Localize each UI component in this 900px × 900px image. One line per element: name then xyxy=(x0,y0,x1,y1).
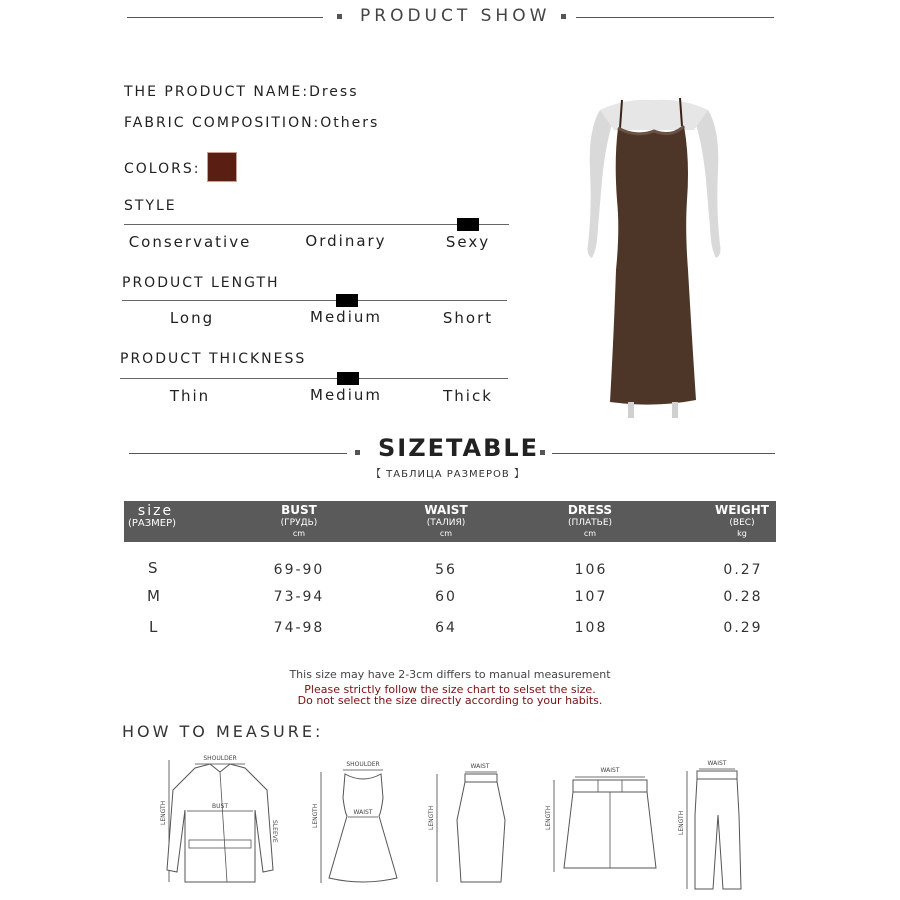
pants-length-label: LENGTH xyxy=(678,810,685,835)
jacket-sleeve-label: SLEEVE xyxy=(271,820,278,843)
col-dress-unit: cm xyxy=(583,529,597,538)
size-cell: S xyxy=(148,559,158,577)
col-size xyxy=(128,501,183,530)
dress-cell: 106 xyxy=(574,562,608,578)
col-bust-ru: (ГРУДЬ) xyxy=(280,518,318,528)
mini-length-label: LENGTH xyxy=(545,805,552,830)
thickness-option-thin: Thin xyxy=(169,387,211,405)
length-scale-marker xyxy=(336,294,358,307)
pants-waist-label: WAIST xyxy=(707,760,727,767)
how-to-measure-title: HOW TO MEASURE: xyxy=(122,722,324,741)
col-weight xyxy=(692,501,792,539)
sizetable-subtitle: 【 ТАБЛИЦА РАЗМЕРОВ 】 xyxy=(371,469,525,480)
style-scale-marker xyxy=(457,218,479,231)
product-photo-dress xyxy=(570,70,740,420)
color-swatch-brown[interactable] xyxy=(207,152,237,182)
weight-cell: 0.28 xyxy=(723,589,763,605)
style-scale-title: STYLE xyxy=(124,198,177,214)
sizetable-header xyxy=(124,501,776,542)
product-name-label: THE PRODUCT NAME: xyxy=(124,84,310,100)
jacket-shoulder-label: SHOULDER xyxy=(203,755,237,762)
col-dress xyxy=(540,501,640,539)
weight-cell: 0.29 xyxy=(723,620,763,636)
sizetable-rule-right xyxy=(552,453,775,454)
dress-shoulder-label: SHOULDER xyxy=(346,761,380,768)
col-bust xyxy=(249,501,349,539)
style-scale-track xyxy=(124,224,509,225)
style-option-conservative: Conservative xyxy=(128,233,252,251)
skirt-waist-label: WAIST xyxy=(470,763,490,770)
measurement-note: This size may have 2-3cm differs to manual measurement xyxy=(289,668,611,681)
fabric-composition xyxy=(124,115,379,131)
col-waist-ru: (ТАЛИЯ) xyxy=(426,518,466,528)
header-rule-left xyxy=(127,17,323,18)
length-option-long: Long xyxy=(169,309,215,327)
colors-label: COLORS: xyxy=(124,161,201,177)
col-weight-label: WEIGHT xyxy=(715,503,769,517)
thickness-scale-title: PRODUCT THICKNESS xyxy=(120,351,307,367)
fabric-label: FABRIC COMPOSITION: xyxy=(124,115,321,131)
measure-diagram-jacket xyxy=(155,750,285,890)
bust-cell: 73-94 xyxy=(273,589,325,605)
dress-cell: 108 xyxy=(574,620,608,636)
waist-cell: 60 xyxy=(435,589,457,605)
measure-diagram-pants xyxy=(675,755,765,895)
jacket-length-label: LENGTH xyxy=(160,800,167,825)
length-scale-track xyxy=(122,300,507,301)
col-weight-ru: (ВЕС) xyxy=(729,518,755,528)
size-cell: L xyxy=(149,618,158,636)
style-option-ordinary: Ordinary xyxy=(305,232,387,250)
header-bullet-right xyxy=(561,14,566,19)
col-size-label: size xyxy=(137,503,174,519)
thickness-scale-track xyxy=(120,378,508,379)
header-bullet-left xyxy=(337,14,342,19)
mini-waist-label: WAIST xyxy=(600,767,620,774)
col-weight-unit: kg xyxy=(737,529,747,538)
measure-diagram-dress xyxy=(305,758,405,890)
sizetable-rule-left xyxy=(129,453,347,454)
length-scale-title: PRODUCT LENGTH xyxy=(122,275,280,291)
col-waist-unit: cm xyxy=(439,529,453,538)
measure-diagram-pencil-skirt xyxy=(425,760,525,888)
header-rule-right xyxy=(576,17,774,18)
thickness-option-medium: Medium xyxy=(310,386,382,404)
thickness-scale-marker xyxy=(337,372,359,385)
dress-cell: 107 xyxy=(574,589,608,605)
col-waist-label: WAIST xyxy=(424,503,468,517)
col-size-ru: (РАЗМЕР) xyxy=(128,518,177,529)
sizetable-title: SIZETABLE xyxy=(378,434,540,462)
fabric-value: Others xyxy=(320,115,380,131)
sizetable-bullet-right xyxy=(540,450,545,455)
waist-cell: 64 xyxy=(435,620,457,636)
bust-cell: 74-98 xyxy=(273,620,325,636)
dress-length-label: LENGTH xyxy=(312,803,319,828)
page-title: PRODUCT SHOW xyxy=(360,6,551,26)
col-dress-label: DRESS xyxy=(567,503,613,517)
col-waist xyxy=(396,501,496,539)
skirt-length-label: LENGTH xyxy=(428,805,435,830)
waist-cell: 56 xyxy=(435,562,457,578)
jacket-bust-label: BUST xyxy=(212,803,228,810)
col-dress-ru: (ПЛАТЬЕ) xyxy=(567,518,613,528)
weight-cell: 0.27 xyxy=(723,562,763,578)
style-option-sexy: Sexy xyxy=(445,233,491,251)
length-option-short: Short xyxy=(442,309,494,327)
col-bust-label: BUST xyxy=(281,503,317,517)
product-name-value: Dress xyxy=(309,84,359,100)
sizetable-bullet-left xyxy=(355,450,360,455)
size-warning-2: Do not select the size directly according to your habits. xyxy=(297,694,603,707)
length-option-medium: Medium xyxy=(310,308,382,326)
thickness-option-thick: Thick xyxy=(443,387,493,405)
product-name xyxy=(124,84,359,100)
col-bust-unit: cm xyxy=(292,529,306,538)
size-cell: M xyxy=(147,587,160,605)
measure-diagram-mini-skirt xyxy=(540,760,670,882)
bust-cell: 69-90 xyxy=(273,562,325,578)
size-warning-1: Please strictly follow the size chart to selset the size. xyxy=(304,683,596,696)
dress-waist-label: WAIST xyxy=(353,809,373,816)
